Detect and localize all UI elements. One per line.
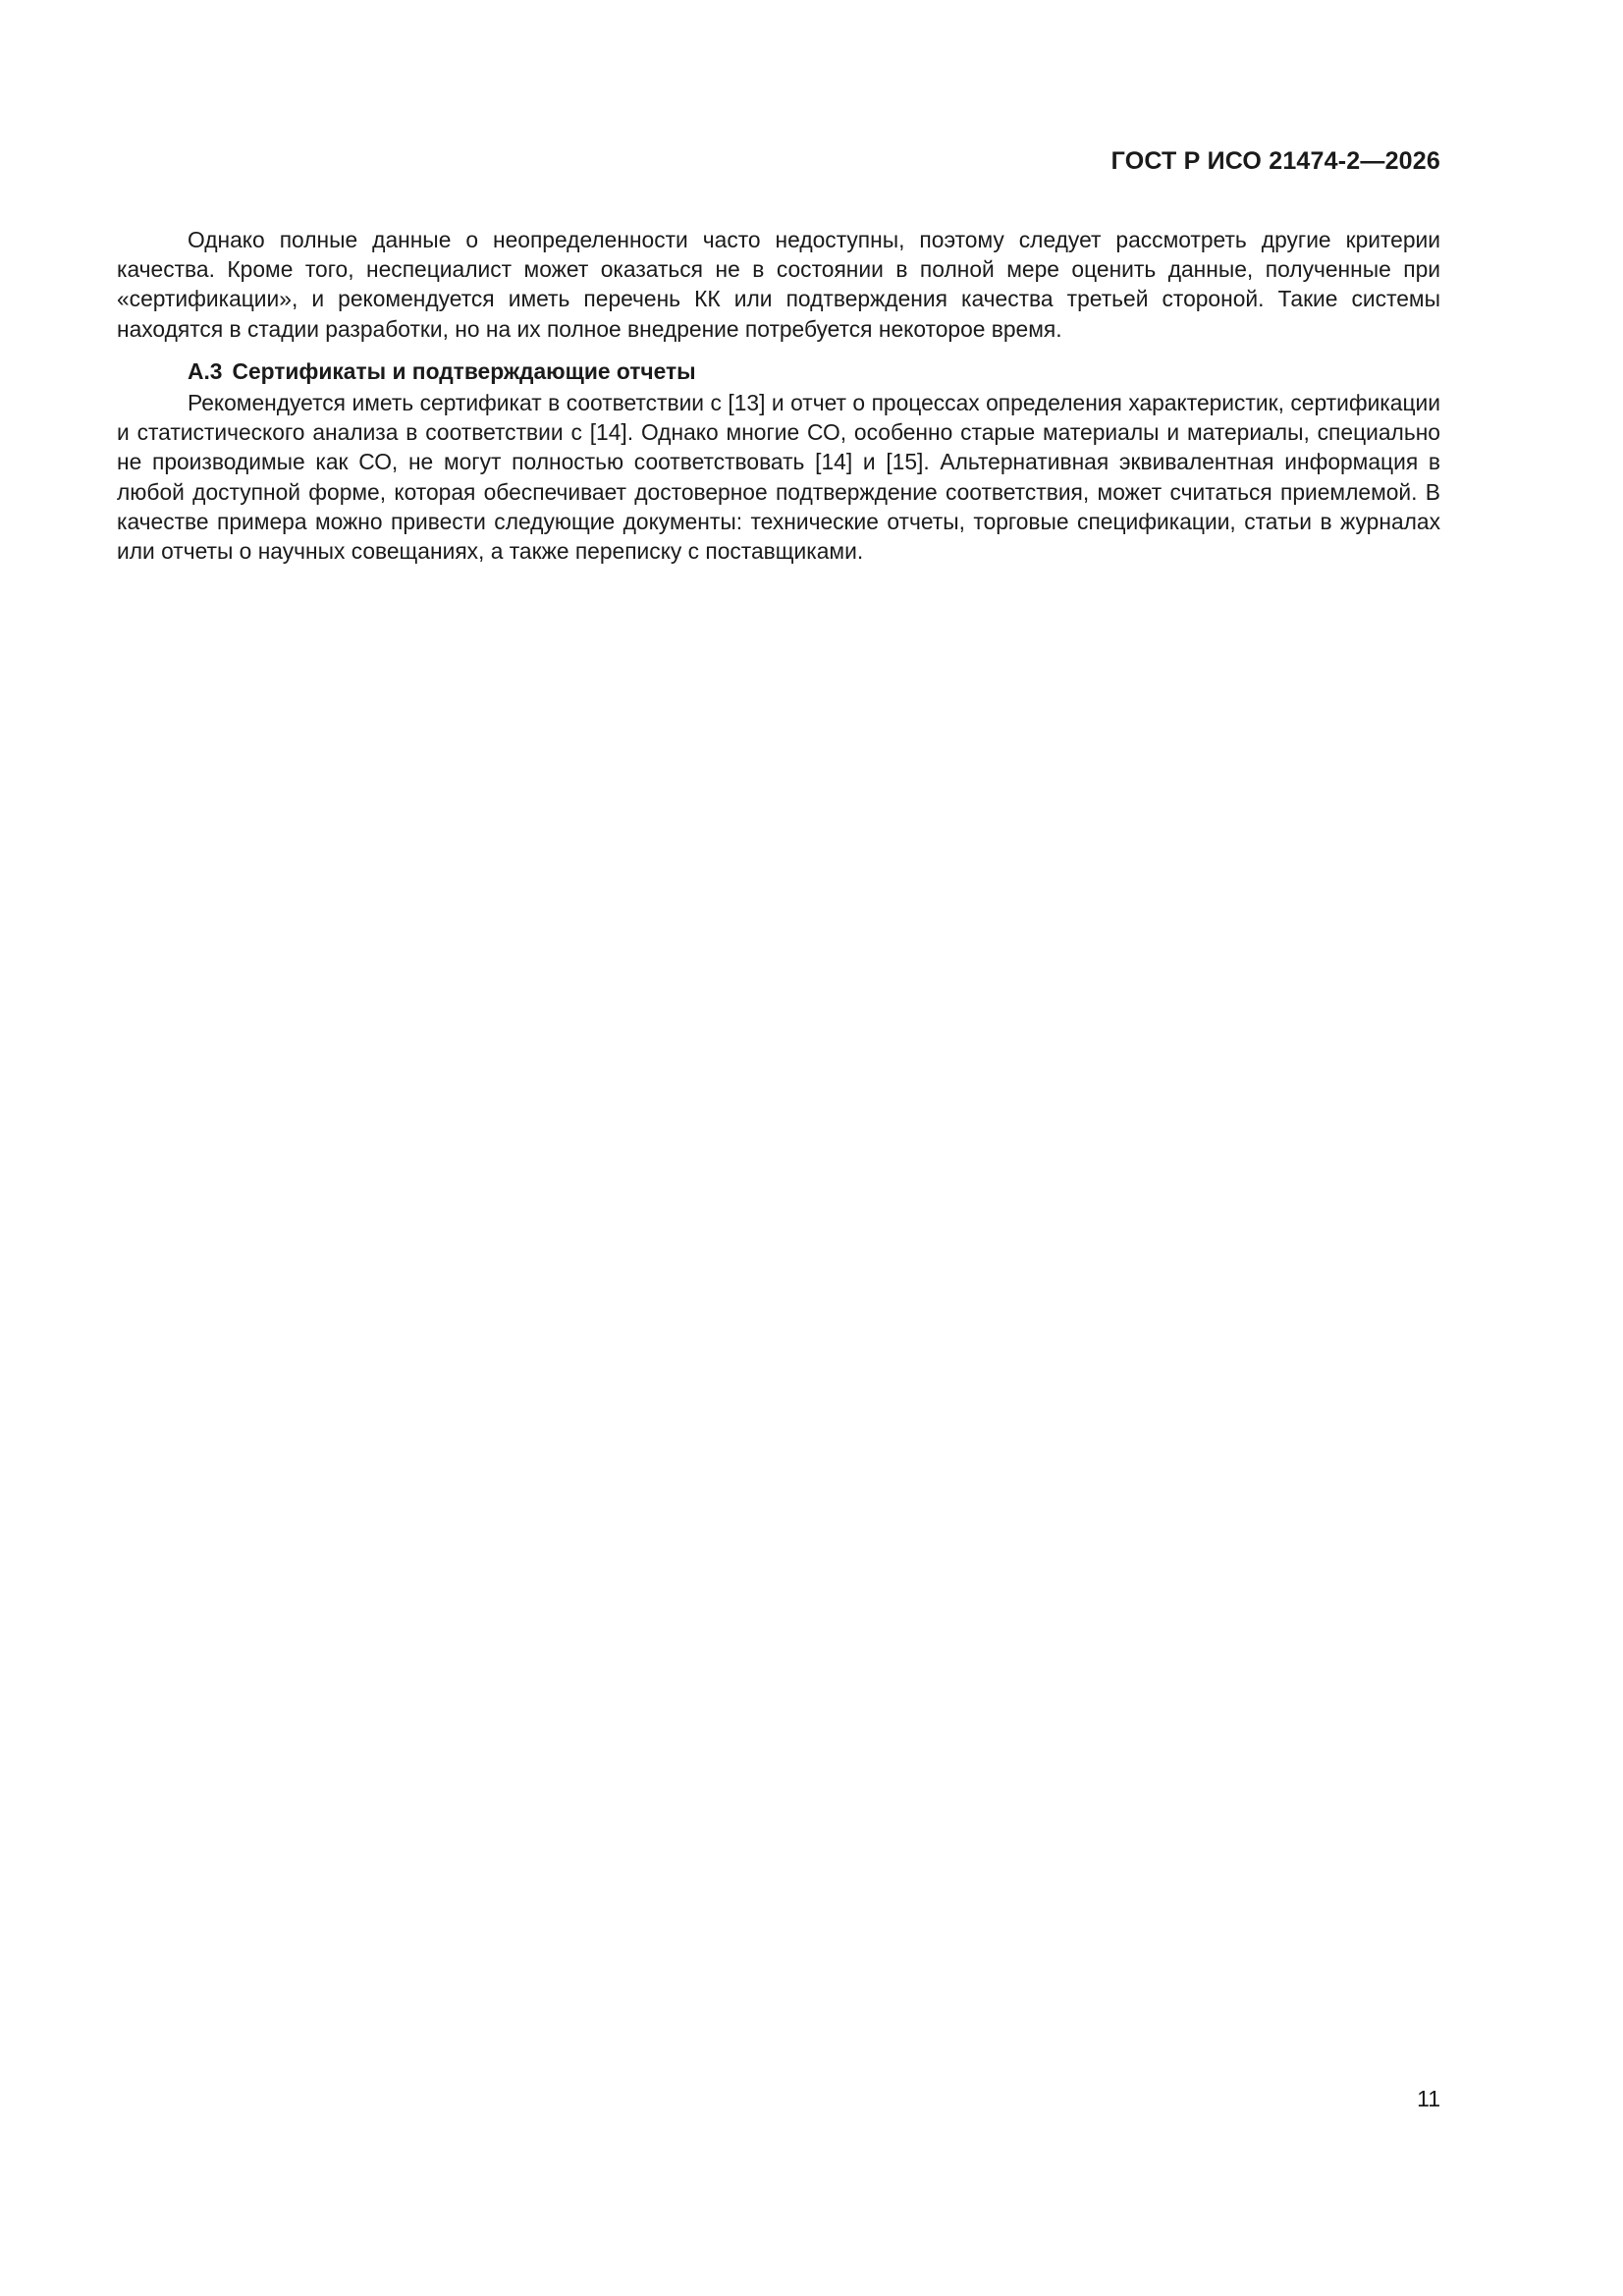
- section-heading-a3: [117, 356, 1440, 386]
- paragraph-certificates: Рекомендуется иметь сертификат в соответствии с [13] и отчет о процессах определения характеристик, сертификации и статистического анализа в соответствии с [14]. Однако многие СО, особенно старые материалы и материалы, специально не производимые как СО, не могут полностью соответствовать [14] и [15]. Альтернативная эквивалентная информация в любой доступной форме, которая обеспечивает достоверное подтверждение соответствия, может считаться приемлемой. В качестве примера можно привести следующие документы: технические отчеты, торговые спецификации, статьи в журналах или отчеты о научных совещаниях, а также переписку с поставщиками.: [117, 390, 1440, 565]
- paragraph-quality-criteria: Однако полные данные о неопределенности часто недоступны, поэтому следует рассмотреть другие критерии качества. Кроме того, неспециалист может оказаться не в состоянии в полной мере оценить данные, полученные при «сертификации», и рекомендуется иметь перечень КК или подтверждения качества третьей стороной. Такие системы находятся в стадии разработки, но на их полное внедрение потребуется некоторое время.: [117, 227, 1440, 342]
- page-number: 11: [1417, 2086, 1440, 2111]
- page-body: [117, 225, 1440, 566]
- document-standard-id: ГОСТ Р ИСО 21474-2—2026: [1110, 147, 1440, 175]
- section-title: Сертификаты и подтверждающие отчеты: [232, 357, 696, 384]
- section-number: A.3: [188, 357, 223, 384]
